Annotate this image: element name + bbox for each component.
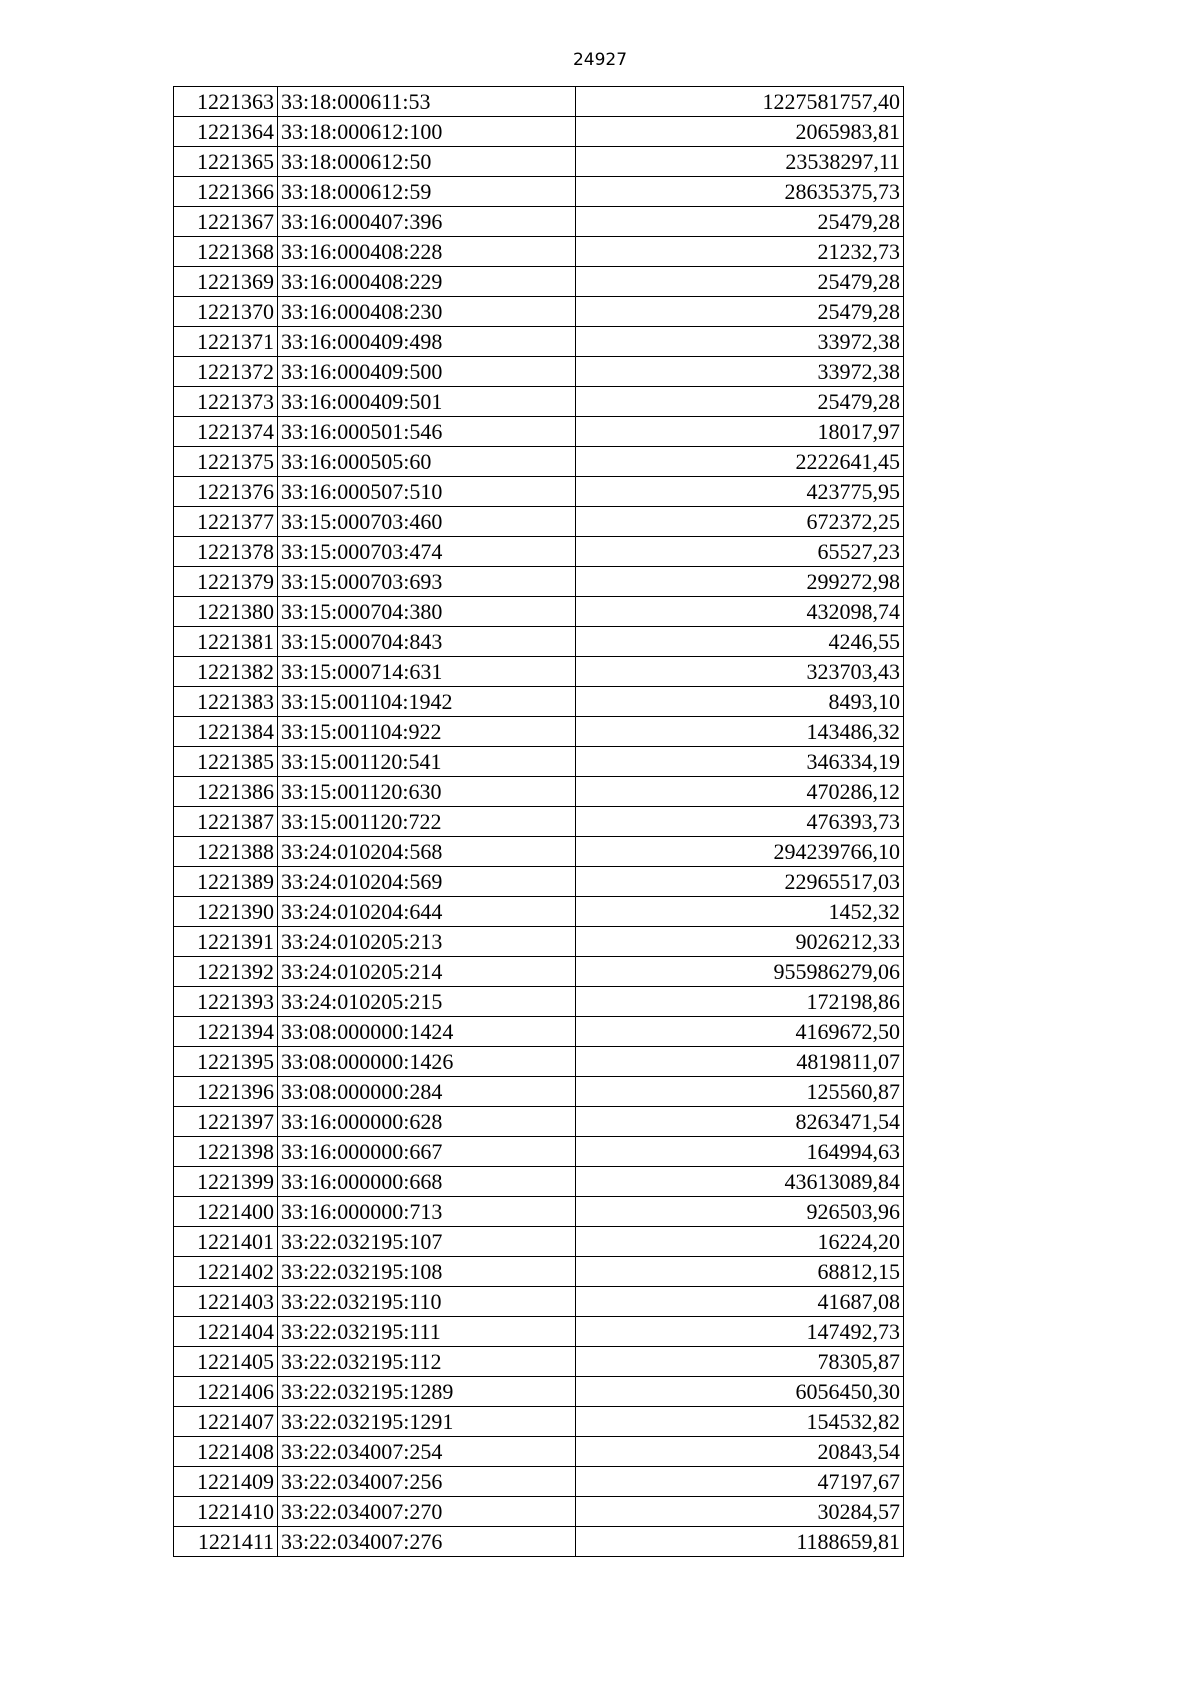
row-id-cell: 1221377 (174, 507, 278, 537)
row-id-cell: 1221367 (174, 207, 278, 237)
value-cell: 18017,97 (576, 417, 904, 447)
value-cell: 955986279,06 (576, 957, 904, 987)
table-row (174, 807, 904, 837)
table-row (174, 507, 904, 537)
table-row (174, 267, 904, 297)
table-row (174, 747, 904, 777)
value-cell: 172198,86 (576, 987, 904, 1017)
row-id-cell: 1221369 (174, 267, 278, 297)
cadastral-number-cell: 33:22:032195:112 (278, 1347, 576, 1377)
cadastral-number-cell: 33:15:000704:843 (278, 627, 576, 657)
row-id-cell: 1221393 (174, 987, 278, 1017)
value-cell: 43613089,84 (576, 1167, 904, 1197)
row-id-cell: 1221405 (174, 1347, 278, 1377)
row-id-cell: 1221372 (174, 357, 278, 387)
cadastral-number-cell: 33:22:034007:256 (278, 1467, 576, 1497)
table-row (174, 987, 904, 1017)
table-row (174, 567, 904, 597)
value-cell: 41687,08 (576, 1287, 904, 1317)
value-cell: 1227581757,40 (576, 87, 904, 117)
row-id-cell: 1221378 (174, 537, 278, 567)
value-cell: 299272,98 (576, 567, 904, 597)
value-cell: 33972,38 (576, 327, 904, 357)
table-row (174, 207, 904, 237)
row-id-cell: 1221391 (174, 927, 278, 957)
row-id-cell: 1221384 (174, 717, 278, 747)
value-cell: 470286,12 (576, 777, 904, 807)
table-row (174, 1467, 904, 1497)
table-row (174, 87, 904, 117)
data-table (173, 86, 904, 1557)
value-cell: 9026212,33 (576, 927, 904, 957)
row-id-cell: 1221363 (174, 87, 278, 117)
table-row (174, 717, 904, 747)
row-id-cell: 1221375 (174, 447, 278, 477)
table-row (174, 927, 904, 957)
value-cell: 20843,54 (576, 1437, 904, 1467)
row-id-cell: 1221394 (174, 1017, 278, 1047)
row-id-cell: 1221403 (174, 1287, 278, 1317)
value-cell: 294239766,10 (576, 837, 904, 867)
table-row (174, 537, 904, 567)
value-cell: 16224,20 (576, 1227, 904, 1257)
row-id-cell: 1221388 (174, 837, 278, 867)
value-cell: 68812,15 (576, 1257, 904, 1287)
row-id-cell: 1221399 (174, 1167, 278, 1197)
row-id-cell: 1221374 (174, 417, 278, 447)
row-id-cell: 1221379 (174, 567, 278, 597)
table-row (174, 387, 904, 417)
table-row (174, 897, 904, 927)
cadastral-number-cell: 33:08:000000:1424 (278, 1017, 576, 1047)
table-body (174, 87, 904, 1557)
cadastral-number-cell: 33:15:001120:722 (278, 807, 576, 837)
value-cell: 1188659,81 (576, 1527, 904, 1557)
cadastral-number-cell: 33:16:000505:60 (278, 447, 576, 477)
row-id-cell: 1221385 (174, 747, 278, 777)
value-cell: 23538297,11 (576, 147, 904, 177)
row-id-cell: 1221368 (174, 237, 278, 267)
cadastral-number-cell: 33:08:000000:284 (278, 1077, 576, 1107)
table-row (174, 1317, 904, 1347)
cadastral-number-cell: 33:15:001104:922 (278, 717, 576, 747)
table-row (174, 1407, 904, 1437)
value-cell: 4819811,07 (576, 1047, 904, 1077)
row-id-cell: 1221370 (174, 297, 278, 327)
cadastral-number-cell: 33:08:000000:1426 (278, 1047, 576, 1077)
row-id-cell: 1221401 (174, 1227, 278, 1257)
cadastral-number-cell: 33:16:000000:628 (278, 1107, 576, 1137)
value-cell: 65527,23 (576, 537, 904, 567)
table-row (174, 957, 904, 987)
row-id-cell: 1221364 (174, 117, 278, 147)
table-row (174, 777, 904, 807)
table-row (174, 867, 904, 897)
cadastral-number-cell: 33:22:034007:254 (278, 1437, 576, 1467)
value-cell: 25479,28 (576, 297, 904, 327)
table-row (174, 447, 904, 477)
table-row (174, 147, 904, 177)
cadastral-number-cell: 33:18:000612:50 (278, 147, 576, 177)
cadastral-number-cell: 33:16:000000:713 (278, 1197, 576, 1227)
row-id-cell: 1221366 (174, 177, 278, 207)
cadastral-number-cell: 33:15:000704:380 (278, 597, 576, 627)
value-cell: 25479,28 (576, 387, 904, 417)
table-row (174, 657, 904, 687)
cadastral-number-cell: 33:16:000408:230 (278, 297, 576, 327)
value-cell: 164994,63 (576, 1137, 904, 1167)
row-id-cell: 1221407 (174, 1407, 278, 1437)
table-row (174, 1347, 904, 1377)
cadastral-number-cell: 33:15:000714:631 (278, 657, 576, 687)
table-row (174, 1437, 904, 1467)
row-id-cell: 1221386 (174, 777, 278, 807)
table-row (174, 1257, 904, 1287)
cadastral-number-cell: 33:15:001120:541 (278, 747, 576, 777)
table-row (174, 297, 904, 327)
table-row (174, 237, 904, 267)
table-row (174, 687, 904, 717)
table-row (174, 1137, 904, 1167)
table-row (174, 837, 904, 867)
value-cell: 346334,19 (576, 747, 904, 777)
value-cell: 6056450,30 (576, 1377, 904, 1407)
cadastral-number-cell: 33:16:000408:228 (278, 237, 576, 267)
cadastral-number-cell: 33:24:010205:215 (278, 987, 576, 1017)
cadastral-number-cell: 33:22:032195:107 (278, 1227, 576, 1257)
row-id-cell: 1221381 (174, 627, 278, 657)
row-id-cell: 1221371 (174, 327, 278, 357)
cadastral-number-cell: 33:24:010204:644 (278, 897, 576, 927)
cadastral-number-cell: 33:15:001120:630 (278, 777, 576, 807)
row-id-cell: 1221383 (174, 687, 278, 717)
value-cell: 143486,32 (576, 717, 904, 747)
table-row (174, 1377, 904, 1407)
value-cell: 423775,95 (576, 477, 904, 507)
cadastral-number-cell: 33:16:000000:667 (278, 1137, 576, 1167)
cadastral-number-cell: 33:16:000409:501 (278, 387, 576, 417)
value-cell: 25479,28 (576, 267, 904, 297)
row-id-cell: 1221408 (174, 1437, 278, 1467)
cadastral-number-cell: 33:18:000612:100 (278, 117, 576, 147)
row-id-cell: 1221392 (174, 957, 278, 987)
value-cell: 28635375,73 (576, 177, 904, 207)
cadastral-number-cell: 33:18:000612:59 (278, 177, 576, 207)
value-cell: 8493,10 (576, 687, 904, 717)
table-row (174, 1017, 904, 1047)
value-cell: 1452,32 (576, 897, 904, 927)
cadastral-number-cell: 33:16:000501:546 (278, 417, 576, 447)
cadastral-number-cell: 33:24:010204:568 (278, 837, 576, 867)
cadastral-number-cell: 33:15:000703:693 (278, 567, 576, 597)
table-row (174, 597, 904, 627)
cadastral-number-cell: 33:22:032195:1291 (278, 1407, 576, 1437)
table-row (174, 1527, 904, 1557)
value-cell: 432098,74 (576, 597, 904, 627)
cadastral-number-cell: 33:15:000703:460 (278, 507, 576, 537)
table-row (174, 357, 904, 387)
cadastral-number-cell: 33:15:001104:1942 (278, 687, 576, 717)
row-id-cell: 1221406 (174, 1377, 278, 1407)
value-cell: 147492,73 (576, 1317, 904, 1347)
value-cell: 47197,67 (576, 1467, 904, 1497)
row-id-cell: 1221402 (174, 1257, 278, 1287)
cadastral-number-cell: 33:22:034007:270 (278, 1497, 576, 1527)
row-id-cell: 1221410 (174, 1497, 278, 1527)
cadastral-number-cell: 33:16:000000:668 (278, 1167, 576, 1197)
table-row (174, 1107, 904, 1137)
table-row (174, 1167, 904, 1197)
row-id-cell: 1221411 (174, 1527, 278, 1557)
value-cell: 25479,28 (576, 207, 904, 237)
cadastral-number-cell: 33:24:010204:569 (278, 867, 576, 897)
value-cell: 33972,38 (576, 357, 904, 387)
row-id-cell: 1221376 (174, 477, 278, 507)
value-cell: 21232,73 (576, 237, 904, 267)
cadastral-number-cell: 33:16:000409:500 (278, 357, 576, 387)
page-number: 24927 (572, 50, 628, 70)
value-cell: 8263471,54 (576, 1107, 904, 1137)
cadastral-number-cell: 33:22:032195:108 (278, 1257, 576, 1287)
value-cell: 323703,43 (576, 657, 904, 687)
row-id-cell: 1221390 (174, 897, 278, 927)
value-cell: 2222641,45 (576, 447, 904, 477)
cadastral-number-cell: 33:18:000611:53 (278, 87, 576, 117)
value-cell: 154532,82 (576, 1407, 904, 1437)
value-cell: 476393,73 (576, 807, 904, 837)
table-row (174, 117, 904, 147)
row-id-cell: 1221382 (174, 657, 278, 687)
row-id-cell: 1221395 (174, 1047, 278, 1077)
table-row (174, 477, 904, 507)
cadastral-number-cell: 33:24:010205:214 (278, 957, 576, 987)
table-row (174, 1047, 904, 1077)
cadastral-number-cell: 33:15:000703:474 (278, 537, 576, 567)
row-id-cell: 1221397 (174, 1107, 278, 1137)
cadastral-number-cell: 33:22:032195:110 (278, 1287, 576, 1317)
cadastral-number-cell: 33:16:000407:396 (278, 207, 576, 237)
row-id-cell: 1221380 (174, 597, 278, 627)
table-row (174, 1077, 904, 1107)
cadastral-number-cell: 33:16:000507:510 (278, 477, 576, 507)
row-id-cell: 1221396 (174, 1077, 278, 1107)
table-row (174, 327, 904, 357)
row-id-cell: 1221409 (174, 1467, 278, 1497)
cadastral-number-cell: 33:22:032195:1289 (278, 1377, 576, 1407)
table-row (174, 1287, 904, 1317)
value-cell: 30284,57 (576, 1497, 904, 1527)
table-row (174, 177, 904, 207)
table-row (174, 417, 904, 447)
row-id-cell: 1221404 (174, 1317, 278, 1347)
row-id-cell: 1221398 (174, 1137, 278, 1167)
cadastral-number-cell: 33:22:034007:276 (278, 1527, 576, 1557)
cadastral-number-cell: 33:16:000408:229 (278, 267, 576, 297)
value-cell: 926503,96 (576, 1197, 904, 1227)
row-id-cell: 1221373 (174, 387, 278, 417)
value-cell: 4246,55 (576, 627, 904, 657)
value-cell: 125560,87 (576, 1077, 904, 1107)
row-id-cell: 1221389 (174, 867, 278, 897)
row-id-cell: 1221387 (174, 807, 278, 837)
table-row (174, 627, 904, 657)
row-id-cell: 1221365 (174, 147, 278, 177)
value-cell: 78305,87 (576, 1347, 904, 1377)
table-row (174, 1497, 904, 1527)
value-cell: 4169672,50 (576, 1017, 904, 1047)
cadastral-number-cell: 33:24:010205:213 (278, 927, 576, 957)
value-cell: 672372,25 (576, 507, 904, 537)
cadastral-number-cell: 33:22:032195:111 (278, 1317, 576, 1347)
value-cell: 22965517,03 (576, 867, 904, 897)
table-row (174, 1227, 904, 1257)
cadastral-number-cell: 33:16:000409:498 (278, 327, 576, 357)
row-id-cell: 1221400 (174, 1197, 278, 1227)
value-cell: 2065983,81 (576, 117, 904, 147)
table-row (174, 1197, 904, 1227)
